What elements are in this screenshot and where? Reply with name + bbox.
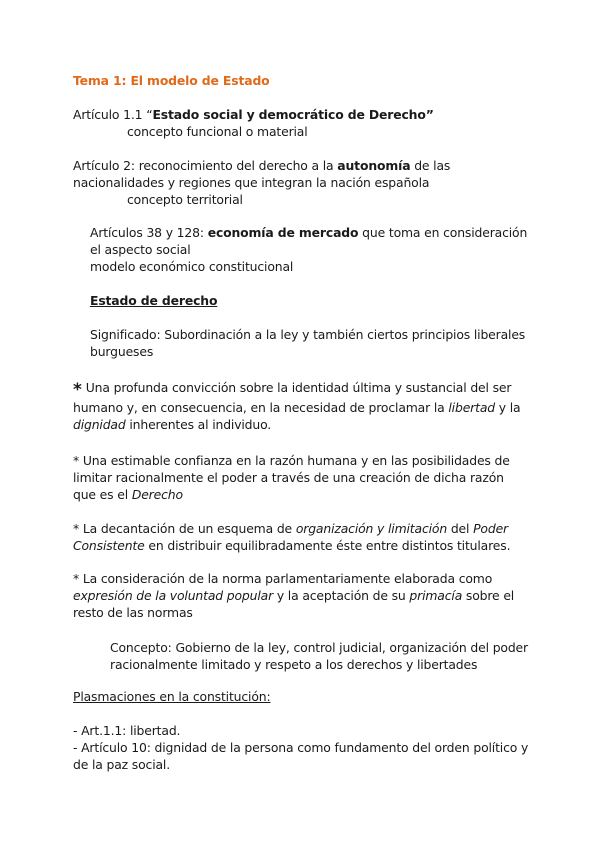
- estado-derecho-heading: Estado de derecho: [90, 293, 218, 308]
- article-38-suffix: que toma en consideración el aspecto social: [90, 225, 528, 257]
- asterisk-icon: *: [73, 380, 82, 400]
- article-1-bold: Estado social y democrático de Derecho”: [152, 107, 434, 122]
- article-1-block: [73, 106, 530, 140]
- article-2-prefix: Artículo 2: reconocimiento del derecho a la: [73, 158, 338, 173]
- article-38-prefix: Artículos 38 y 128:: [90, 225, 208, 240]
- article-1-prefix: Artículo 1.1 “: [73, 107, 153, 122]
- point-2: * Una estimable confianza en la razón humana y en las posibilidades de limitar racionalmente el poder a través de una creación de dicha razón que es el Derecho: [73, 453, 510, 502]
- article-2-suffix: de las nacionalidades y regiones que integran la nación española: [73, 158, 451, 190]
- list-item: - Artículo 10: dignidad de la persona como fundamento del orden político y de la paz social.: [73, 740, 529, 772]
- article-2-sub: concepto territorial: [127, 192, 243, 207]
- article-38-text: [90, 224, 530, 258]
- article-38-block: [90, 224, 530, 275]
- point-1: * Una profunda convicción sobre la identidad última y sustancial del ser humano y, en consecuencia, en la necesidad de proclamar la libertad y la dignidad inherentes al individuo.: [73, 380, 521, 432]
- list-item: - Art.1.1: libertad.: [73, 723, 181, 738]
- significado-text: Significado: Subordinación a la ley y también ciertos principios liberales burgueses: [90, 327, 526, 359]
- article-2-bold: autonomía: [337, 158, 411, 173]
- article-38-bold: economía de mercado: [207, 225, 359, 240]
- article-38-sub: modelo económico constitucional: [90, 259, 294, 274]
- article-2-block: [73, 157, 530, 208]
- point-4: * La consideración de la norma parlamentariamente elaborada como expresión de la voluntad popular y la aceptación de su primacía sobre el resto de las normas: [73, 571, 515, 620]
- document-title: Tema 1: El modelo de Estado: [73, 73, 270, 88]
- article-1-line: [73, 106, 530, 123]
- plasmaciones-heading: Plasmaciones en la constitución:: [73, 689, 271, 704]
- article-2-text: [73, 157, 530, 191]
- article-1-sub: concepto funcional o material: [127, 124, 308, 139]
- plasmaciones-list: [73, 722, 530, 773]
- point-3: * La decantación de un esquema de organización y limitación del Poder Consistente en distribuir equilibradamente éste entre distintos titulares.: [73, 521, 511, 553]
- concepto-text: Concepto: Gobierno de la ley, control judicial, organización del poder racionalmente limitado y respeto a los derechos y libertades: [110, 640, 528, 672]
